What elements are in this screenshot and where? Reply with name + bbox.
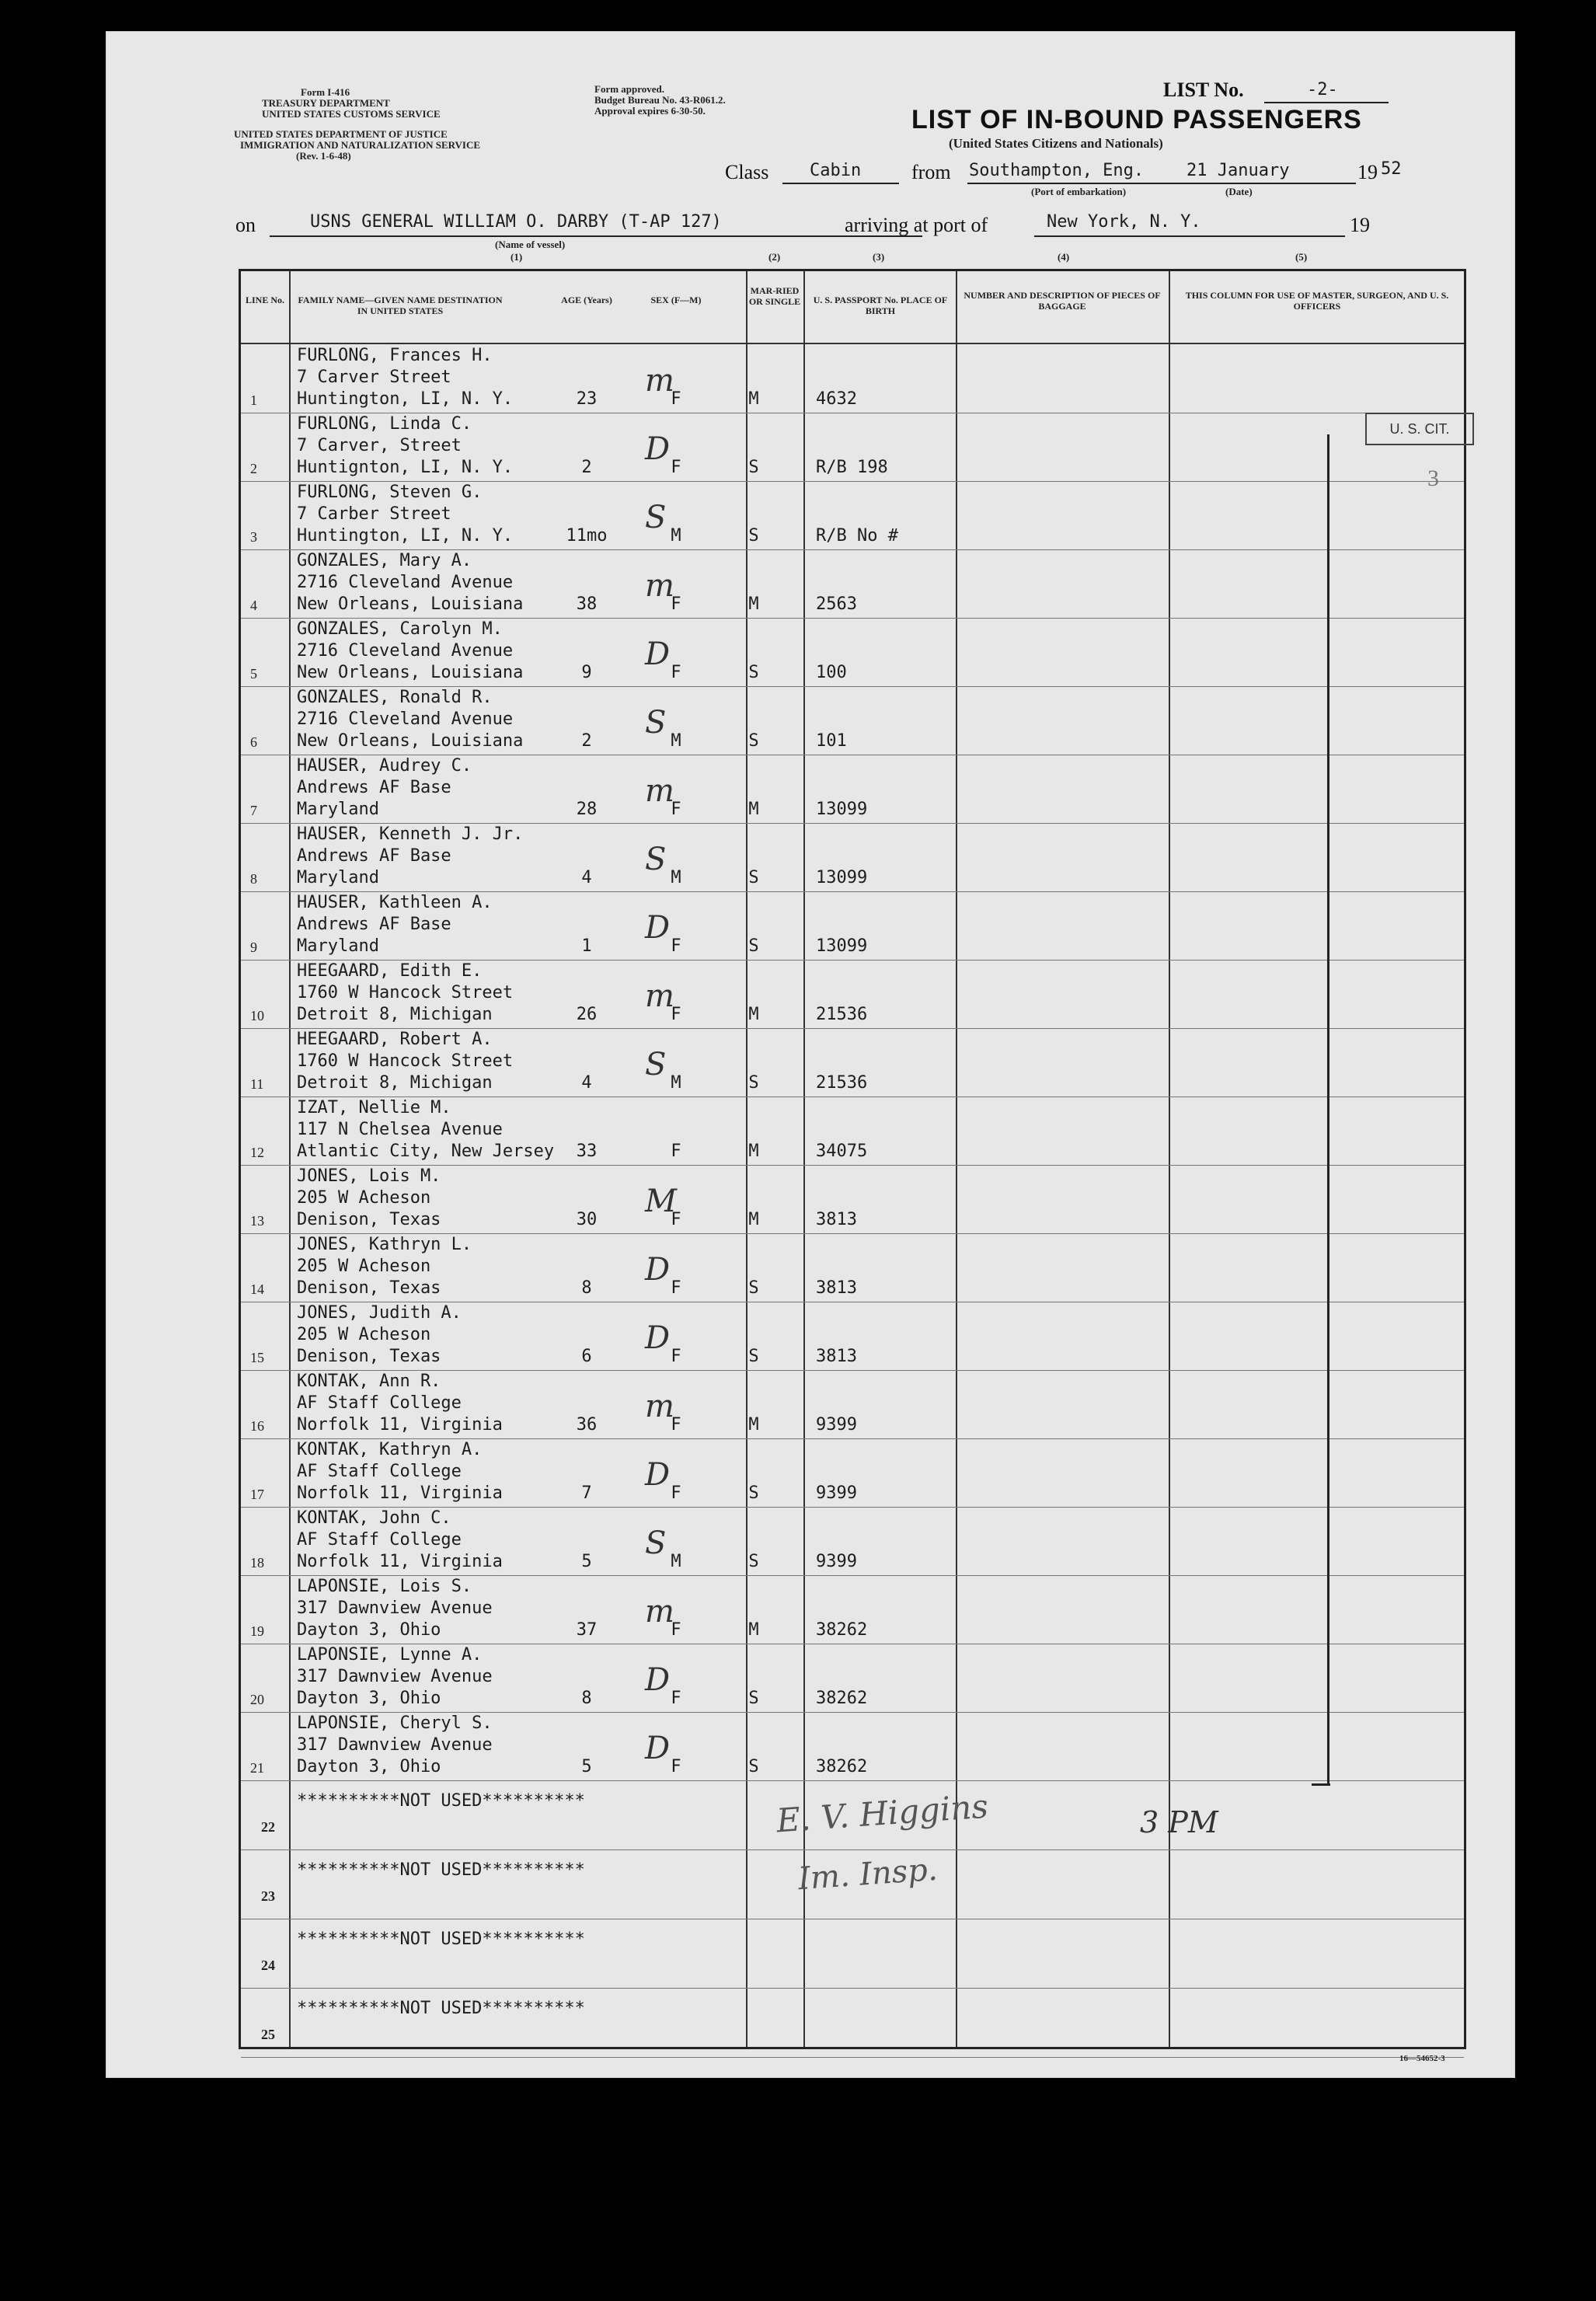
passport-cell: 9399 xyxy=(816,1415,857,1435)
sex-cell: F xyxy=(671,1757,681,1776)
table-row xyxy=(241,1507,1464,1576)
inspector-signature: E. V. Higgins xyxy=(775,1787,990,1840)
passport-cell: 34075 xyxy=(816,1142,868,1161)
sex-cell: F xyxy=(671,1142,681,1161)
handwritten-status: m xyxy=(645,773,674,809)
handwritten-status: M xyxy=(645,1184,677,1219)
table-row xyxy=(241,686,1464,755)
sex-cell: M xyxy=(671,1073,681,1093)
table-row xyxy=(241,481,1464,550)
year-suffix: 52 xyxy=(1381,159,1402,179)
address-line-1: 2716 Cleveland Avenue xyxy=(297,709,514,729)
address-line-2: Denison, Texas xyxy=(297,1347,441,1366)
handwritten-status: D xyxy=(645,1320,671,1356)
passenger-name: KONTAK, John C. xyxy=(297,1508,451,1528)
arriving-label: arriving at port of xyxy=(845,214,988,236)
table-row xyxy=(241,823,1464,892)
header-sex: SEX (F—M) xyxy=(650,295,702,305)
port-embark-caption: (Port of embarkation) xyxy=(1031,186,1127,197)
married-cell: M xyxy=(748,1415,759,1435)
class-line xyxy=(782,183,899,184)
handwritten-status: m xyxy=(645,1389,674,1424)
address-line-1: 7 Carver, Street xyxy=(297,436,462,455)
passenger-name: IZAT, Nellie M. xyxy=(297,1098,451,1117)
age-cell: 36 xyxy=(576,1415,598,1435)
table-row xyxy=(241,1438,1464,1508)
address-line-1: 1760 W Hancock Street xyxy=(297,983,514,1002)
line-number: 10 xyxy=(250,1008,264,1023)
header-age: AGE (Years) xyxy=(561,295,612,305)
approval-line-3: Approval expires 6-30-50. xyxy=(594,105,706,117)
col-num-2: (2) xyxy=(768,251,781,263)
passenger-name: KONTAK, Kathryn A. xyxy=(297,1440,483,1459)
header-name: FAMILY NAME—GIVEN NAME DESTINATION IN UNITED STATES xyxy=(298,295,503,316)
justice-dept: UNITED STATES DEPARTMENT OF JUSTICE xyxy=(234,128,448,140)
passenger-name: HEEGAARD, Edith E. xyxy=(297,961,483,981)
married-cell: M xyxy=(748,800,759,819)
line-number: 11 xyxy=(250,1076,264,1092)
table-row xyxy=(241,549,1464,619)
address-line-1: AF Staff College xyxy=(297,1462,462,1481)
married-cell: M xyxy=(748,1620,759,1640)
col-num-4: (4) xyxy=(1058,251,1070,263)
handwritten-status: S xyxy=(645,1047,667,1083)
sex-cell: F xyxy=(671,800,681,819)
age-cell: 38 xyxy=(576,594,598,614)
line-number: 20 xyxy=(250,1692,264,1707)
table-row xyxy=(241,1370,1464,1439)
passport-cell: 4632 xyxy=(816,389,857,409)
passport-cell: 21536 xyxy=(816,1005,868,1024)
passport-cell: R/B No # xyxy=(816,526,898,546)
age-cell: 9 xyxy=(581,663,592,682)
passport-cell: 21536 xyxy=(816,1073,868,1093)
passenger-name: FURLONG, Frances H. xyxy=(297,346,493,365)
age-cell: 5 xyxy=(581,1757,592,1776)
sex-cell: F xyxy=(671,663,681,682)
table-row xyxy=(241,1302,1464,1371)
table-row xyxy=(241,1575,1464,1644)
line-number: 6 xyxy=(250,734,257,750)
address-line-1: 205 W Acheson xyxy=(297,1257,431,1276)
married-cell: M xyxy=(748,1005,759,1024)
arrival-line xyxy=(1034,235,1345,237)
passenger-name: KONTAK, Ann R. xyxy=(297,1372,441,1391)
passenger-name: HAUSER, Kathleen A. xyxy=(297,893,493,912)
line-number: 25 xyxy=(261,2027,275,2042)
header-line-no: LINE No. xyxy=(245,295,284,305)
line-number: 15 xyxy=(250,1350,264,1365)
page-title: LIST OF IN-BOUND PASSENGERS xyxy=(911,105,1362,134)
table-row xyxy=(241,891,1464,960)
handwritten-status: D xyxy=(645,431,671,467)
sex-cell: M xyxy=(671,868,681,887)
age-cell: 33 xyxy=(576,1142,598,1161)
age-cell: 2 xyxy=(581,458,592,477)
married-cell: S xyxy=(748,936,759,956)
passenger-name: JONES, Kathryn L. xyxy=(297,1235,472,1254)
address-line-2: Dayton 3, Ohio xyxy=(297,1689,441,1708)
address-line-2: New Orleans, Louisiana xyxy=(297,731,524,751)
married-cell: M xyxy=(748,594,759,614)
address-line-2: New Orleans, Louisiana xyxy=(297,663,524,682)
passport-cell: 13099 xyxy=(816,936,868,956)
age-cell: 4 xyxy=(581,868,592,887)
not-used-text: **********NOT USED********** xyxy=(297,1930,585,1949)
line-number: 7 xyxy=(250,803,257,818)
passenger-name: LAPONSIE, Lois S. xyxy=(297,1577,472,1596)
date-caption: (Date) xyxy=(1225,186,1253,197)
passport-cell: 38262 xyxy=(816,1689,868,1708)
arrival-port: New York, N. Y. xyxy=(1047,212,1201,232)
col-num-3: (3) xyxy=(873,251,885,263)
header-passport: U. S. PASSPORT No. PLACE OF BIRTH xyxy=(813,295,948,316)
age-cell: 4 xyxy=(581,1073,592,1093)
age-cell: 26 xyxy=(576,1005,598,1024)
sex-cell: M xyxy=(671,1552,681,1571)
sex-cell: F xyxy=(671,594,681,614)
married-cell: S xyxy=(748,731,759,751)
sex-cell: F xyxy=(671,1005,681,1024)
age-cell: 1 xyxy=(581,936,592,956)
revision: (Rev. 1-6-48) xyxy=(296,150,351,162)
table-header xyxy=(241,271,1464,344)
handwritten-status: S xyxy=(645,1525,667,1561)
passenger-name: FURLONG, Linda C. xyxy=(297,414,472,434)
unused-row xyxy=(241,1988,1464,2058)
verification-line xyxy=(1327,434,1329,1785)
address-line-1: 7 Carber Street xyxy=(297,504,451,524)
married-cell: S xyxy=(748,1278,759,1298)
not-used-text: **********NOT USED********** xyxy=(297,1791,585,1811)
address-line-1: 317 Dawnview Avenue xyxy=(297,1667,493,1686)
time-note: 3 PM xyxy=(1140,1805,1218,1839)
passenger-name: HEEGAARD, Robert A. xyxy=(297,1030,493,1049)
passenger-name: HAUSER, Kenneth J. Jr. xyxy=(297,825,524,844)
handwritten-status: S xyxy=(645,705,667,741)
sex-cell: F xyxy=(671,1483,681,1503)
not-used-text: **********NOT USED********** xyxy=(297,1860,585,1880)
handwritten-status: m xyxy=(645,978,674,1014)
approval-line-1: Form approved. xyxy=(594,83,665,95)
passport-cell: 9399 xyxy=(816,1552,857,1571)
line-number: 3 xyxy=(250,529,257,545)
treasury-dept: TREASURY DEPARTMENT xyxy=(262,97,390,109)
address-line-2: Atlantic City, New Jersey xyxy=(297,1142,555,1161)
us-citizen-stamp: U. S. CIT. xyxy=(1365,413,1474,445)
address-line-1: 117 N Chelsea Avenue xyxy=(297,1120,503,1139)
manifest-sheet xyxy=(106,31,1515,2078)
passport-cell: 2563 xyxy=(816,594,857,614)
table-row xyxy=(241,1096,1464,1166)
class-value: Cabin xyxy=(810,161,862,180)
sex-cell: F xyxy=(671,458,681,477)
passenger-table xyxy=(239,269,1466,2049)
table-row xyxy=(241,1644,1464,1713)
vessel-caption: (Name of vessel) xyxy=(495,239,566,250)
address-line-2: Detroit 8, Michigan xyxy=(297,1073,493,1093)
address-line-2: Maryland xyxy=(297,800,379,819)
address-line-2: Dayton 3, Ohio xyxy=(297,1757,441,1776)
list-no-line xyxy=(1264,102,1389,103)
class-label: Class xyxy=(725,161,769,183)
handwritten-status: D xyxy=(645,910,671,946)
sex-cell: F xyxy=(671,389,681,409)
list-no-value: -2- xyxy=(1307,80,1338,99)
year-prefix: 19 xyxy=(1357,161,1378,183)
address-line-2: Norfolk 11, Virginia xyxy=(297,1552,503,1571)
address-line-2: Norfolk 11, Virginia xyxy=(297,1483,503,1503)
age-cell: 2 xyxy=(581,731,592,751)
col-num-1: (1) xyxy=(511,251,523,263)
married-cell: S xyxy=(748,1689,759,1708)
address-line-1: Andrews AF Base xyxy=(297,915,451,934)
address-line-2: Denison, Texas xyxy=(297,1210,441,1229)
address-line-1: Andrews AF Base xyxy=(297,778,451,797)
handwritten-status: D xyxy=(645,1252,671,1288)
passport-cell: 38262 xyxy=(816,1757,868,1776)
handwritten-status: D xyxy=(645,636,671,672)
table-row xyxy=(241,1712,1464,1781)
stamp-number: 3 xyxy=(1427,465,1439,491)
age-cell: 28 xyxy=(576,800,598,819)
port-line xyxy=(967,183,1356,184)
age-cell: 37 xyxy=(576,1620,598,1640)
handwritten-status: m xyxy=(645,363,674,399)
address-line-2: Maryland xyxy=(297,868,379,887)
passenger-name: FURLONG, Steven G. xyxy=(297,483,483,502)
sex-cell: F xyxy=(671,1210,681,1229)
sex-cell: M xyxy=(671,731,681,751)
sex-cell: F xyxy=(671,1620,681,1640)
line-number: 1 xyxy=(250,392,257,408)
married-cell: M xyxy=(748,1210,759,1229)
handwritten-status: D xyxy=(645,1662,671,1698)
line-number: 4 xyxy=(250,598,257,613)
sex-cell: F xyxy=(671,1278,681,1298)
verification-hook xyxy=(1312,1783,1330,1786)
address-line-1: 317 Dawnview Avenue xyxy=(297,1735,493,1755)
line-number: 2 xyxy=(250,461,257,476)
line-number: 19 xyxy=(250,1623,264,1639)
married-cell: S xyxy=(748,1483,759,1503)
line-number: 12 xyxy=(250,1145,264,1160)
handwritten-status: S xyxy=(645,500,667,535)
address-line-1: 2716 Cleveland Avenue xyxy=(297,641,514,661)
married-cell: S xyxy=(748,526,759,546)
handwritten-status: m xyxy=(645,568,674,604)
passport-cell: 3813 xyxy=(816,1278,857,1298)
married-cell: S xyxy=(748,1552,759,1571)
married-cell: S xyxy=(748,663,759,682)
address-line-1: 2716 Cleveland Avenue xyxy=(297,573,514,592)
passenger-name: JONES, Lois M. xyxy=(297,1166,441,1186)
table-row xyxy=(241,1165,1464,1234)
passport-cell: 101 xyxy=(816,731,847,751)
passport-cell: 13099 xyxy=(816,800,868,819)
arrival-year: 19 xyxy=(1350,214,1370,236)
page-subtitle: (United States Citizens and Nationals) xyxy=(949,136,1163,151)
age-cell: 6 xyxy=(581,1347,592,1366)
line-number: 24 xyxy=(261,1958,275,1973)
sex-cell: F xyxy=(671,1347,681,1366)
passport-cell: 3813 xyxy=(816,1347,857,1366)
handwritten-status: S xyxy=(645,842,667,877)
form-number: Form I-416 xyxy=(301,86,350,98)
address-line-2: Norfolk 11, Virginia xyxy=(297,1415,503,1435)
table-row xyxy=(241,618,1464,687)
passenger-name: LAPONSIE, Cheryl S. xyxy=(297,1714,493,1733)
on-label: on xyxy=(235,214,256,236)
married-cell: M xyxy=(748,389,759,409)
line-number: 8 xyxy=(250,871,257,887)
address-line-2: New Orleans, Louisiana xyxy=(297,594,524,614)
address-line-1: Andrews AF Base xyxy=(297,846,451,866)
handwritten-status: D xyxy=(645,1457,671,1493)
sex-cell: F xyxy=(671,1689,681,1708)
line-number: 14 xyxy=(250,1281,264,1297)
table-row xyxy=(241,1233,1464,1302)
address-line-2: Detroit 8, Michigan xyxy=(297,1005,493,1024)
port-of-embarkation: Southampton, Eng. xyxy=(969,161,1145,180)
departure-date: 21 January xyxy=(1187,161,1290,180)
age-cell: 23 xyxy=(576,389,598,409)
age-cell: 8 xyxy=(581,1278,592,1298)
married-cell: S xyxy=(748,458,759,477)
passport-cell: 38262 xyxy=(816,1620,868,1640)
passenger-name: HAUSER, Audrey C. xyxy=(297,756,472,776)
sex-cell: F xyxy=(671,936,681,956)
table-row xyxy=(241,413,1464,482)
address-line-1: 205 W Acheson xyxy=(297,1325,431,1344)
passport-cell: 9399 xyxy=(816,1483,857,1503)
married-cell: S xyxy=(748,1073,759,1093)
address-line-1: 205 W Acheson xyxy=(297,1188,431,1208)
table-row xyxy=(241,755,1464,824)
approval-line-2: Budget Bureau No. 43-R061.2. xyxy=(594,94,726,106)
header-officers: THIS COLUMN FOR USE OF MASTER, SURGEON, AND U. S. OFFICERS xyxy=(1185,290,1449,312)
vessel-name: USNS GENERAL WILLIAM O. DARBY (T-AP 127) xyxy=(310,212,722,232)
address-line-1: AF Staff College xyxy=(297,1393,462,1413)
table-row xyxy=(241,960,1464,1029)
line-number: 9 xyxy=(250,940,257,955)
passport-cell: 100 xyxy=(816,663,847,682)
passenger-name: GONZALES, Carolyn M. xyxy=(297,619,503,639)
address-line-1: 317 Dawnview Avenue xyxy=(297,1598,493,1618)
customs-service: UNITED STATES CUSTOMS SERVICE xyxy=(262,108,441,120)
age-cell: 11mo xyxy=(566,526,608,546)
from-label: from xyxy=(911,161,951,183)
address-line-1: 1760 W Hancock Street xyxy=(297,1051,514,1071)
address-line-1: AF Staff College xyxy=(297,1530,462,1550)
married-cell: S xyxy=(748,868,759,887)
address-line-2: Huntignton, LI, N. Y. xyxy=(297,458,514,477)
sex-cell: F xyxy=(671,1415,681,1435)
passport-cell: 3813 xyxy=(816,1210,857,1229)
address-line-2: Denison, Texas xyxy=(297,1278,441,1298)
header-baggage: NUMBER AND DESCRIPTION OF PIECES OF BAGGAGE xyxy=(964,290,1161,312)
age-cell: 8 xyxy=(581,1689,592,1708)
line-number: 21 xyxy=(250,1760,264,1776)
passport-cell: 13099 xyxy=(816,868,868,887)
age-cell: 7 xyxy=(581,1483,592,1503)
handwritten-status: m xyxy=(645,1594,674,1630)
passenger-name: LAPONSIE, Lynne A. xyxy=(297,1645,483,1665)
table-row xyxy=(241,1028,1464,1097)
line-number: 17 xyxy=(250,1487,264,1502)
footer-code: 16—54652-3 xyxy=(1399,2054,1445,2063)
sex-cell: M xyxy=(671,526,681,546)
married-cell: M xyxy=(748,1142,759,1161)
line-number: 5 xyxy=(250,666,257,682)
line-number: 16 xyxy=(250,1418,264,1434)
unused-row xyxy=(241,1919,1464,1989)
address-line-2: Dayton 3, Ohio xyxy=(297,1620,441,1640)
line-number: 13 xyxy=(250,1213,264,1229)
address-line-2: Huntington, LI, N. Y. xyxy=(297,526,514,546)
age-cell: 30 xyxy=(576,1210,598,1229)
not-used-text: **********NOT USED********** xyxy=(297,1999,585,2018)
vessel-line xyxy=(270,235,922,237)
line-number: 18 xyxy=(250,1555,264,1571)
col-num-5: (5) xyxy=(1295,251,1308,263)
line-number: 22 xyxy=(261,1819,275,1835)
married-cell: S xyxy=(748,1347,759,1366)
address-line-2: Maryland xyxy=(297,936,379,956)
address-line-2: Huntington, LI, N. Y. xyxy=(297,389,514,409)
passport-cell: R/B 198 xyxy=(816,458,888,477)
married-cell: S xyxy=(748,1757,759,1776)
passenger-name: JONES, Judith A. xyxy=(297,1303,462,1323)
line-number: 23 xyxy=(261,1888,275,1904)
age-cell: 5 xyxy=(581,1552,592,1571)
table-row xyxy=(241,344,1464,413)
header-married: MAR-RIED OR SINGLE xyxy=(748,285,801,307)
inspector-title: Im. Insp. xyxy=(796,1851,939,1898)
ins-service: IMMIGRATION AND NATURALIZATION SERVICE xyxy=(240,139,481,151)
passenger-name: GONZALES, Ronald R. xyxy=(297,688,493,707)
address-line-1: 7 Carver Street xyxy=(297,368,451,387)
passenger-name: GONZALES, Mary A. xyxy=(297,551,472,570)
list-no-label: LIST No. xyxy=(1163,78,1244,101)
handwritten-status: D xyxy=(645,1731,671,1766)
